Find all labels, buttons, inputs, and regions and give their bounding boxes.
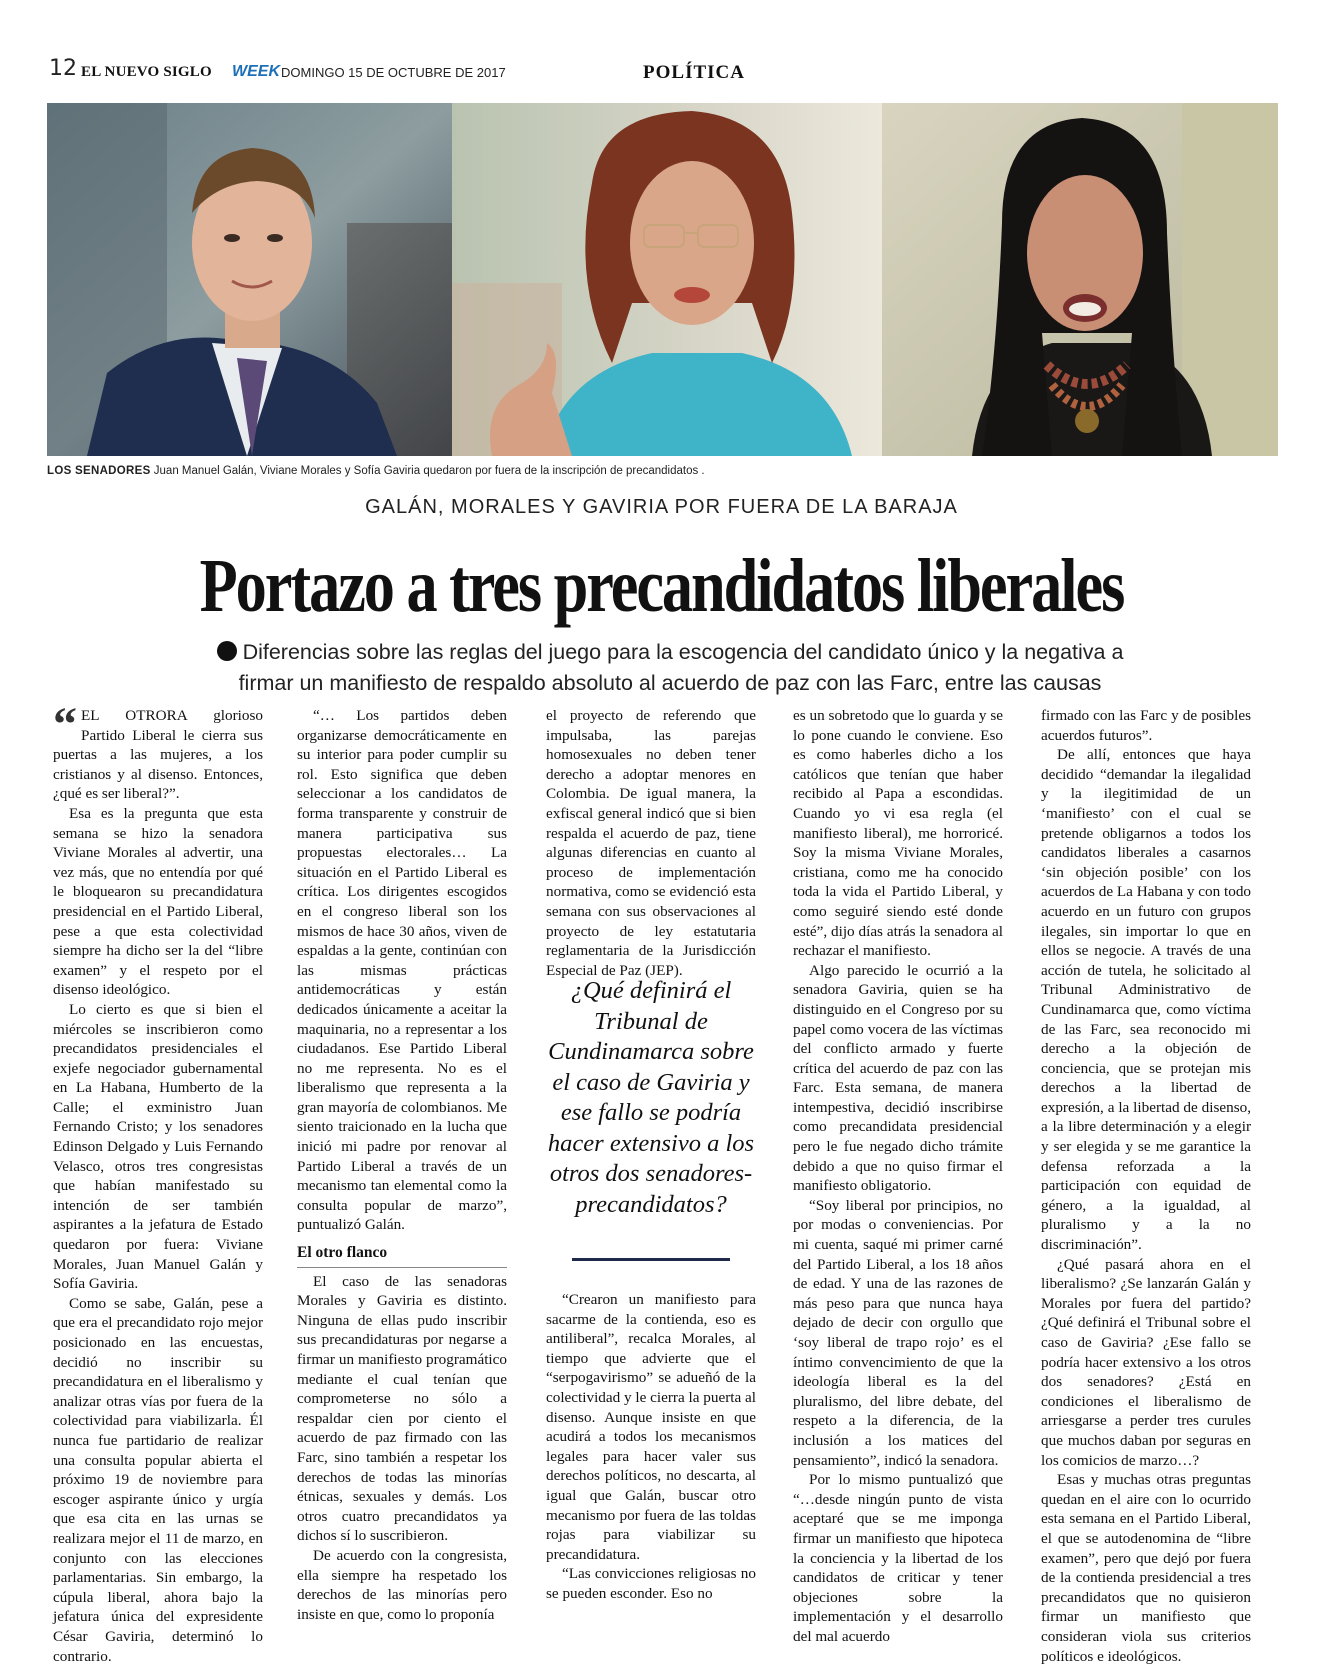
paragraph: El caso de las senadoras Morales y Gaviria es distinto. Ninguna de ellas pudo inscribir sus precandidaturas por negarse a firmar un manifiesto programático mediante el cual tenían que comprometerse no sólo a respaldar cien por ciento el acuerdo de paz firmado con las Farc, sino también a respetar los derechos de todas las minorías étnicas, sexuales y demás. Los otros cuatro precandidatos ya dichos sí lo suscribieron.	[297, 1272, 507, 1545]
paragraph: “Soy liberal por principios, no por modas o conveniencias. Por mi cuenta, saqué mi primer carné del Partido Liberal, a los 18 años de edad. Y una de las razones de más peso para que nunca haya dejado de decir con orgullo que ‘soy liberal de trapo rojo’ es el íntimo convencimiento de que la ideología liberal es la del pluralismo, del libre debate, del respeto a la diferencia, de la inclusión a los matices del pensamiento”, indicó la senadora.	[793, 1196, 1003, 1469]
photo-caption	[47, 465, 1277, 477]
section-title: POLÍTICA	[643, 62, 745, 83]
article-kicker: GALÁN, MORALES Y GAVIRIA POR FUERA DE LA BARAJA	[365, 496, 958, 518]
article-column-1	[53, 698, 263, 1666]
article-column-5	[1041, 706, 1251, 1666]
deck-text: Diferencias sobre las reglas del juego para la escogencia del candidato único y la negativa a firmar un manifiesto de respaldo absoluto al acuerdo de paz con las Farc, entre las causas	[238, 640, 1124, 695]
pull-quote: ¿Qué definirá el Tribunal de Cundinamarca sobre el caso de Gaviria y ese fallo se podría hacer extensivo a los otros dos senadores-precandidatos?	[547, 977, 755, 1218]
paragraph: es un sobretodo que lo guarda y se lo pone cuando le conviene. Eso es como haberles dicho a los católicos que tenían que haber recibido al Papa a escondidas. Cuando yo vi esa regla (el manifiesto liberal), me horroricé. Soy la misma Viviane Morales, cristiana, como me ha conocido toda la vida el Partido Liberal, y como seguiré siendo esté donde esté”, dijo días atrás la senadora al rechazar el manifiesto.	[793, 707, 1003, 960]
photo-viviane-morales	[452, 103, 882, 456]
paragraph: “… Los partidos deben organizarse democráticamente en su interior para poder cumplir su rol. Esto significa que deben seleccionar a los candidatos de forma transparente y construir de manera participativa sus propuestas electorales… La situación en el Partido Liberal es crítica. Los dirigentes escogidos en el congreso liberal son los mismos de hace 30 años, viven de espaldas a la gente, continúan con las mismas prácticas antidemocráticas y están dedicados únicamente a aceitar la maquinaria, no a representar a los ciudadanos. Ese Partido Liberal no me representa. No es el liberalismo que representa a la gran mayoría de colombianos. Me siento traicionado en la lucha que inició mi padre por renovar al Partido Liberal a través de un mecanismo tan elemental como la consulta popular de marzo”, puntualizó Galán.	[297, 707, 507, 1234]
paragraph: Algo parecido le ocurrió a la senadora Gaviria, quien se ha distinguido en el Congreso por su papel como vocera de las víctimas del conflicto armado y fuerte crítica del acuerdo de paz con las Farc. Esta semana, de manera intempestiva, decidió inscribirse como precandidata presidencial pero le fue negado dicho trámite debido a que no quiso firmar el manifiesto obligatorio.	[793, 961, 1003, 1195]
edition-label: WEEK	[232, 63, 280, 80]
paragraph: De acuerdo con la congresista, ella siempre ha respetado los derechos de las minorías pero insiste en que, como lo proponía	[297, 1546, 507, 1623]
open-quote-icon: “	[53, 698, 77, 751]
publication-name: EL NUEVO SIGLO	[81, 64, 212, 80]
publication-date: DOMINGO 15 DE OCTUBRE DE 2017	[281, 65, 506, 80]
paragraph: Por lo mismo puntualizó que “…desde ningún punto de vista aceptaré que se me imponga firmar un manifiesto que hipoteca la conciencia y la libertad de los candidatos de criticar y tener objeciones sobre la implementación y el desarrollo del mal acuerdo	[793, 1471, 1003, 1645]
paragraph: “Las convicciones religiosas no se pueden esconder. Eso no	[546, 1565, 756, 1602]
paragraph: ¿Qué pasará ahora en el liberalismo? ¿Se lanzarán Galán y Morales por fuera del partido? ¿Qué definirá el Tribunal sobre el caso de Gaviria? ¿Ese fallo se podría hacer extensivo a los otros dos senadores? ¿Está en condiciones el liberalismo de arriesgarse a perder tres curules que muchos daban por seguras en los comicios de marzo…?	[1041, 1255, 1251, 1469]
article-column-2	[297, 706, 507, 1624]
paragraph: Como se sabe, Galán, pese a que era el precandidato rojo mejor posicionado en las encuestas, decidió no inscribir su precandidatura en el liberalismo y analizar otras vías por fuera de la colectividad para viabilizarla. Él nunca fue partidario de realizar una consulta popular abierta el próximo 19 de noviembre para escoger aspirante único y urgía que esa cita en las urnas se realizara mejor el 11 de marzo, en conjunto con las elecciones parlamentarias. Sin embargo, la cúpula liberal, ahora bajo la jefatura única del expresidente César Gaviria, determinó lo contrario.	[53, 1294, 263, 1665]
bullet-icon	[217, 641, 237, 661]
article-deck	[200, 637, 1140, 699]
photo-sofia-gaviria	[882, 103, 1278, 456]
article-column-3	[546, 706, 756, 980]
article-column-3-continued	[546, 1290, 756, 1604]
paragraph: EL OTRORA glorioso Partido Liberal le cierra sus puertas a las mujeres, a los cristianos y al disenso. Entonces, ¿qué es ser liberal?”.	[53, 707, 263, 803]
page-number: 12	[49, 56, 77, 81]
caption-lead: LOS SENADORES	[47, 465, 151, 477]
paragraph: De allí, entonces que haya decidido “demandar la ilegalidad y la ilegitimidad de un ‘manifiesto’ con el cual se pretende obligarnos a todos los candidatos liberales a casarnos ‘sin objeción posible’ con los acuerdos de La Habana y con todo acuerdo en un futuro con grupos ilegales, sin importar lo que en ellos se negocie. A través de una acción de tutela, he solicitado al Tribunal Administrativo de Cundinamarca que, como víctima de las Farc, sea reconocido mi derecho a la objeción de conciencia, que se protejan mis derechos a la libertad de expresión, a la libertad de disenso, a la libre determinación y a elegir y ser elegida y se me garantice la defensa reforzada a la participación con equidad de género, a la igualdad, al pluralismo y a la no discriminación”.	[1041, 746, 1252, 1254]
paragraph: Esas y muchas otras preguntas quedan en el aire con lo ocurrido esta semana en el Partido Liberal, el que se autodenomina de “libre examen”, pero que dejó por fuera de la contienda presidencial a tres precandidatos que no quisieron firmar un manifiesto que consideran viola sus criterios políticos e ideológicos.	[1041, 1471, 1251, 1665]
subheading: El otro flanco	[297, 1243, 507, 1268]
photo-juan-manuel-galan	[47, 103, 452, 456]
paragraph: “Crearon un manifiesto para sacarme de la contienda, eso es antiliberal”, recalca Morales, al tiempo que advierte que el “serpogavirismo” se adueñó de la colectividad y le cierra la puerta al disenso. Aunque insiste en que acudirá a todos los mecanismos legales para hacer valer sus derechos políticos, no descarta, al igual que Galán, buscar otro mecanismo por fuera de las toldas rojas para viabilizar su precandidatura.	[546, 1291, 756, 1563]
article-headline: Portazo a tres precandidatos liberales	[199, 544, 1124, 628]
paragraph: firmado con las Farc y de posibles acuerdos futuros”.	[1041, 707, 1251, 744]
caption-text: Juan Manuel Galán, Viviane Morales y Sofía Gaviria quedaron por fuera de la inscripción de precandidatos .	[150, 465, 705, 477]
page-header	[49, 56, 1274, 88]
paragraph: Lo cierto es que si bien el miércoles se inscribieron como precandidatos presidenciales el exjefe negociador gubernamental en La Habana, Humberto de la Calle; el exministro Juan Fernando Cristo; y los senadores Edinson Delgado y Luis Fernando Velasco, otros tres congresistas que habían manifestado su intención de ser también aspirantes a la jefatura de Estado quedaron por fuera: Viviane Morales, Juan Manuel Galán y Sofía Gaviria.	[53, 1000, 263, 1293]
article-column-4	[793, 706, 1003, 1647]
paragraph: Esa es la pregunta que esta semana se hizo la senadora Viviane Morales al advertir, una vez más, que no entendía por qué le bloquearon su precandidatura presidencial en el Partido Liberal, pese a que esta colectividad siempre ha dicho ser la del “libre examen” y el respeto por el disenso ideológico.	[53, 804, 263, 999]
paragraph: el proyecto de referendo que impulsaba, las parejas homosexuales no deben tener derecho a adoptar menores en Colombia. De igual manera, la exfiscal general indicó que si bien respalda el acuerdo de paz, tiene algunas diferencias en cuanto al proceso de implementación normativa, como se evidenció esta semana con sus observaciones al proyecto de ley estatutaria reglamentaria de la Jurisdicción Especial de Paz (JEP).	[546, 707, 756, 979]
pull-quote-rule	[572, 1258, 730, 1261]
